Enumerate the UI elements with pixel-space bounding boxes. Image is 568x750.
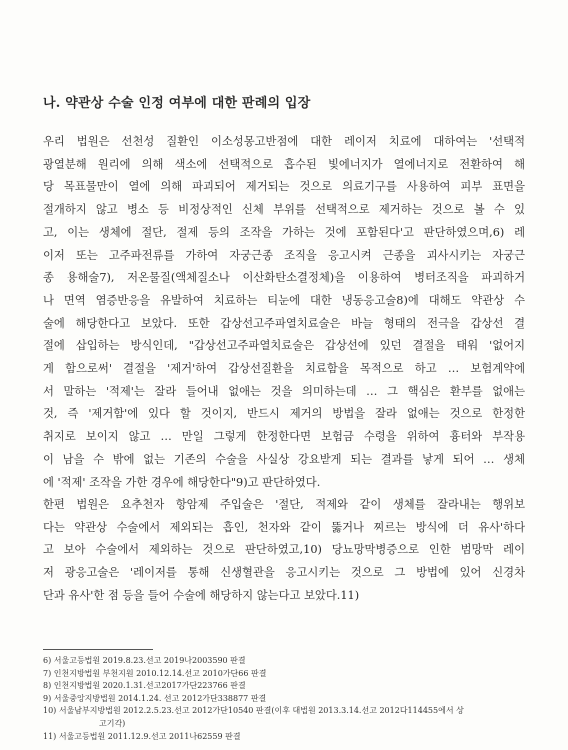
paragraph-line: 서 말하는 '적제'는 잘라 들어내 없애는 것을 의미하는데 … 그 핵심은 환부를 없애는 — [43, 384, 525, 398]
footnote: 11) 서울고등법원 2011.12.9.선고 2011나62559 판결 — [43, 731, 241, 741]
paragraph-line: 한편 법원은 요추천자 항암제 주입술은 '절단, 적제와 같이 생체를 잘라내는 행위보 — [43, 498, 525, 511]
paragraph-line: 취지로 보이지 않고 … 만일 그렇게 한정한다면 보험금 수령을 위하여 흉터와 부작용 — [43, 430, 525, 444]
paragraph-line: 광열분해 원리에 의해 색소에 선택적으로 흡수된 빛에너지가 열에너지로 전환하여 해 — [43, 157, 525, 171]
footnote: 10) 서울남부지방법원 2012.2.5.23.선고 2012가단10540 판결(이후 대법원 2013.3.14.선고 2012다114455에서 상 — [43, 706, 464, 716]
footnotes — [43, 655, 533, 743]
footnote: 6) 서울고등법원 2019.8.23.선고 2019나2003590 판결 — [43, 656, 246, 665]
paragraph-line: 우리 법원은 선천성 질환인 이소성몽고반점에 대한 레이저 치료에 대하여는 '선택적 — [43, 135, 525, 148]
paragraph-line: 단과 유사'한 점 등을 들어 수술에 해당하지 않는다고 보았다.11) — [43, 588, 360, 602]
paragraph-line: 절개하지 않고 병소 등 비정상적인 신체 부위를 선택적으로 제거하는 것으로 볼 수 있 — [43, 203, 525, 217]
paragraph-line: 이저 또는 고주파전류를 가하여 자궁근종 조직을 응고시켜 근종을 괴사시키는 자궁근 — [43, 248, 525, 262]
paragraph-line: 나 면역 염증반응을 유발하여 치료하는 티눈에 대한 냉동응고술8)에 대해도 약관상 수 — [43, 293, 525, 307]
paragraph-line: 이 남을 수 밖에 없는 기존의 수술을 사실상 강요받게 되는 결과를 낳게 되어 … 생체 — [43, 452, 525, 466]
footnote-continuation: 고기각) — [99, 718, 126, 728]
paragraph-line: 당 목표물만이 열에 의해 파괴되어 제거되는 것으로 의료기구를 사용하여 피부 표면을 — [43, 180, 525, 194]
paragraph-line: 고, 이는 생체에 절단, 절제 등의 조작을 가하는 것에 포함된다'고 판단하였으며,6) 레 — [43, 225, 525, 239]
paragraph-line: 것, 즉 '제거함'에 있다 할 것이지, 반드시 제거의 방법을 잘라 없애는 것으로 한정한 — [43, 407, 525, 421]
paragraph-precedents — [43, 131, 525, 494]
footnote: 7) 인천지방법원 부천지원 2010.12.14.선고 2010가단66 판결 — [43, 668, 267, 678]
footnote: 8) 인천지방법원 2020.1.31.선고2017가단223766 판결 — [43, 681, 246, 691]
paragraph-exclusions — [43, 494, 525, 608]
section-heading: 나. 약관상 수술 인정 여부에 대한 판례의 입장 — [43, 96, 311, 111]
paragraph-line: 종 용해술7), 저온물질(액체질소나 이산화탄소결정체)을 이용하여 병터조직을 파괴하거 — [43, 271, 525, 285]
paragraph-line: 술에 해당한다고 보았다. 또한 갑상선고주파열치료술은 바늘 형태의 전극을 갑상선 결 — [43, 316, 525, 330]
paragraph-line: 다는 약관상 수술에서 제외되는 흡인, 천자와 같이 뚫거나 찌르는 방식에 더 유사'하다 — [43, 520, 525, 534]
footnote-separator — [43, 649, 153, 650]
paragraph-line: 에 '적제' 조작을 가한 경우에 해당한다"9)고 판단하였다. — [43, 475, 321, 489]
footnote: 9) 서울중앙지방법원 2014.1.24. 선고 2012가단338877 판결 — [43, 693, 267, 703]
paragraph-line: 저 광응고술은 '레이저를 통해 신생혈관을 응고시키는 것으로 그 방법에 있어 신경차 — [43, 566, 525, 580]
paragraph-line: 고 보아 수술에서 제외하는 것으로 판단하였고,10) 당뇨망막병증으로 인한 범망막 레이 — [43, 543, 525, 557]
paragraph-line: 절에 삽입하는 방식인데, "갑상선고주파열치료술은 갑상선에 있던 결절을 태워 '없어지 — [43, 339, 525, 353]
paragraph-line: 게 함으로써' 결절을 '제거'하여 갑상선질환을 치료함을 목적으로 하고 … 보험계약에 — [43, 362, 525, 376]
